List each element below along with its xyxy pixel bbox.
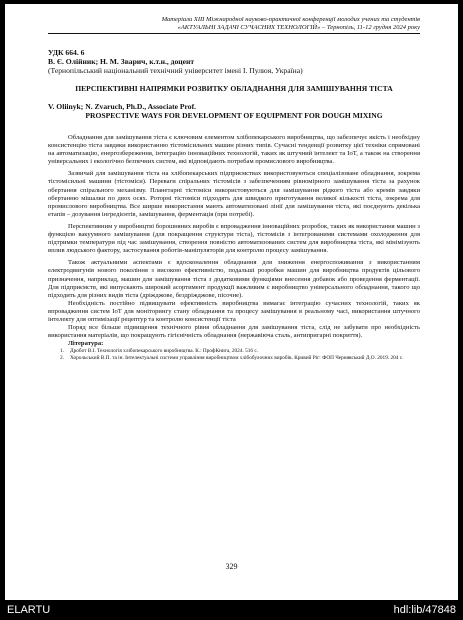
paragraph-6: Поряд все більше підвищення технічного рівня обладнання для замішування тіста, слід не забувати про необхідність використання матеріалів, що покращують гігієнічність обладнання (нержавіюча сталь, антипригарні покриття).: [48, 324, 420, 340]
running-header-line2: «АКТУАЛЬНІ ЗАДАЧІ СУЧАСНИХ ТЕХНОЛОГІЙ» – Тернопіль, 11-12 грудня 2024 року: [177, 24, 420, 31]
title-en: PROSPECTIVE WAYS FOR DEVELOPMENT OF EQUIPMENT FOR DOUGH MIXING: [85, 111, 383, 120]
reference-1: [48, 348, 420, 355]
paragraph-4: Також актуальними аспектами є вдосконалення обладнання для зниження енергоспоживання з використанням електродвигунів нового покоління з високою ефективністю, подальші розробки машин для виробництва продуктів цільового призначення, наприклад, машин для замішування тіста з додатковими функціями внесення добавок або проведення ферментації. Для підприємств, які випускають широкий асортимент продукції важливим є виробництво універсального обладнання, такого що підходить для різних видів тіста (дріжджове, бездріжджове, пісочне).: [48, 259, 420, 299]
reference-text: Дробот В.І. Технологія хлібопекарського виробництва. К.: ПрофКнига, 2024. 516 с.: [70, 348, 259, 355]
document-page: [5, 4, 458, 600]
reference-2: [48, 355, 420, 362]
reference-number: 2.: [60, 354, 64, 361]
reference-number: 1.: [60, 348, 64, 355]
footer-left-label: ELARTU: [7, 604, 51, 616]
paragraph-2: Зазвичай для замішування тіста на хлібопекарських підприємствах використовуються спеціалізоване обладнання, зокрема тістомісильні машини (тістоміси). Переваги спіральних тістомісів з забезпеченням рівномірного замішування тіста за рахунок обертання спірального механізму. Планетарні тістоміси використовуються для замішування рідкого тіста або кремів завдяки обертанню мішалки по двох осях. Роторні тістоміси підходять для швидкого приготування великої кількості тіста, зокрема для промислового виробництва. Все ширше використання мають автоматизовані лінії для замішування тіста, які поєднують декілька етапів – дозування інгредієнтів, замішування, ферментація (при потребі).: [48, 170, 420, 218]
paragraph-3: Перспективним у виробництві борошняних виробів є впровадження інноваційних розробок, таких як використання машин з функцією вакуумного замішування (для покращення структури тіста), тістомісів з інтегрованими системами охолодження для підтримки температури під час замішування, створення повністю автоматизованих систем для виробництва тіста, які мінімізують вплив людського фактору, застосування роботів-маніпуляторів для контролю процесу замішування.: [48, 222, 420, 255]
viewer-footer: [0, 600, 463, 620]
authors-en: V. Oliinyk; N. Zvaruch, Ph.D., Associate Prof.: [48, 102, 197, 111]
page-number: 329: [225, 562, 238, 571]
udc-code: УДК 664. 6: [48, 48, 85, 57]
literature-heading: Література:: [68, 340, 104, 348]
article-body: [48, 134, 420, 361]
title-ua: ПЕРСПЕКТИВНІ НАПРЯМКИ РОЗВИТКУ ОБЛАДНАННЯ ДЛЯ ЗАМІШУВАННЯ ТІСТА: [75, 84, 393, 93]
page-content: [48, 16, 420, 361]
authors-ua: В. Є. Олійник; Н. М. Зварич, к.т.н., доцент: [48, 57, 195, 66]
paragraph-5: Необхідність постійно підвищувати ефективність виробництва вимагає інтеграцію сучасних технологій, таких як впровадження систем IoT для моніторингу стану обладнання та процесу замішування в реальному часі, використання штучного інтелекту для оптимізації рецептур та контролю консистенції тіста: [48, 299, 420, 323]
reference-text: Хорольський В.П. та ін. Інтелектуальні системи управління виробництвом хлібобулочних виробів. Кривий Ріг: ФОП Чернявський Д.О. 2019. 204 с.: [70, 354, 404, 361]
header-rule: [48, 33, 420, 34]
footer-right-handle: hdl:lib/47848: [393, 604, 456, 616]
running-header-line1: Матеріали ХІІІ Міжнародної науково-практичної конференції молодих учених та студентів: [161, 16, 420, 23]
paragraph-1: Обладнання для замішування тіста є ключовим елементом хлібопекарського виробництва, що забезпечує якість і необхідну консистенцію тіста завдяки використанню тістомісильних машин різних типів. Сучасні тенденції розвитку цієї техніки спрямовані на автоматизацію, енергозбереження, інтеграцію інноваційних технологій, таких як штучний інтелект та IoT, а також на створення універсальних і екологічно безпечних систем, які відповідають потребам промислового виробництва.: [48, 134, 420, 166]
affiliation: (Тернопільський національний технічний університет імені І. Пулюя, Україна): [48, 66, 303, 75]
